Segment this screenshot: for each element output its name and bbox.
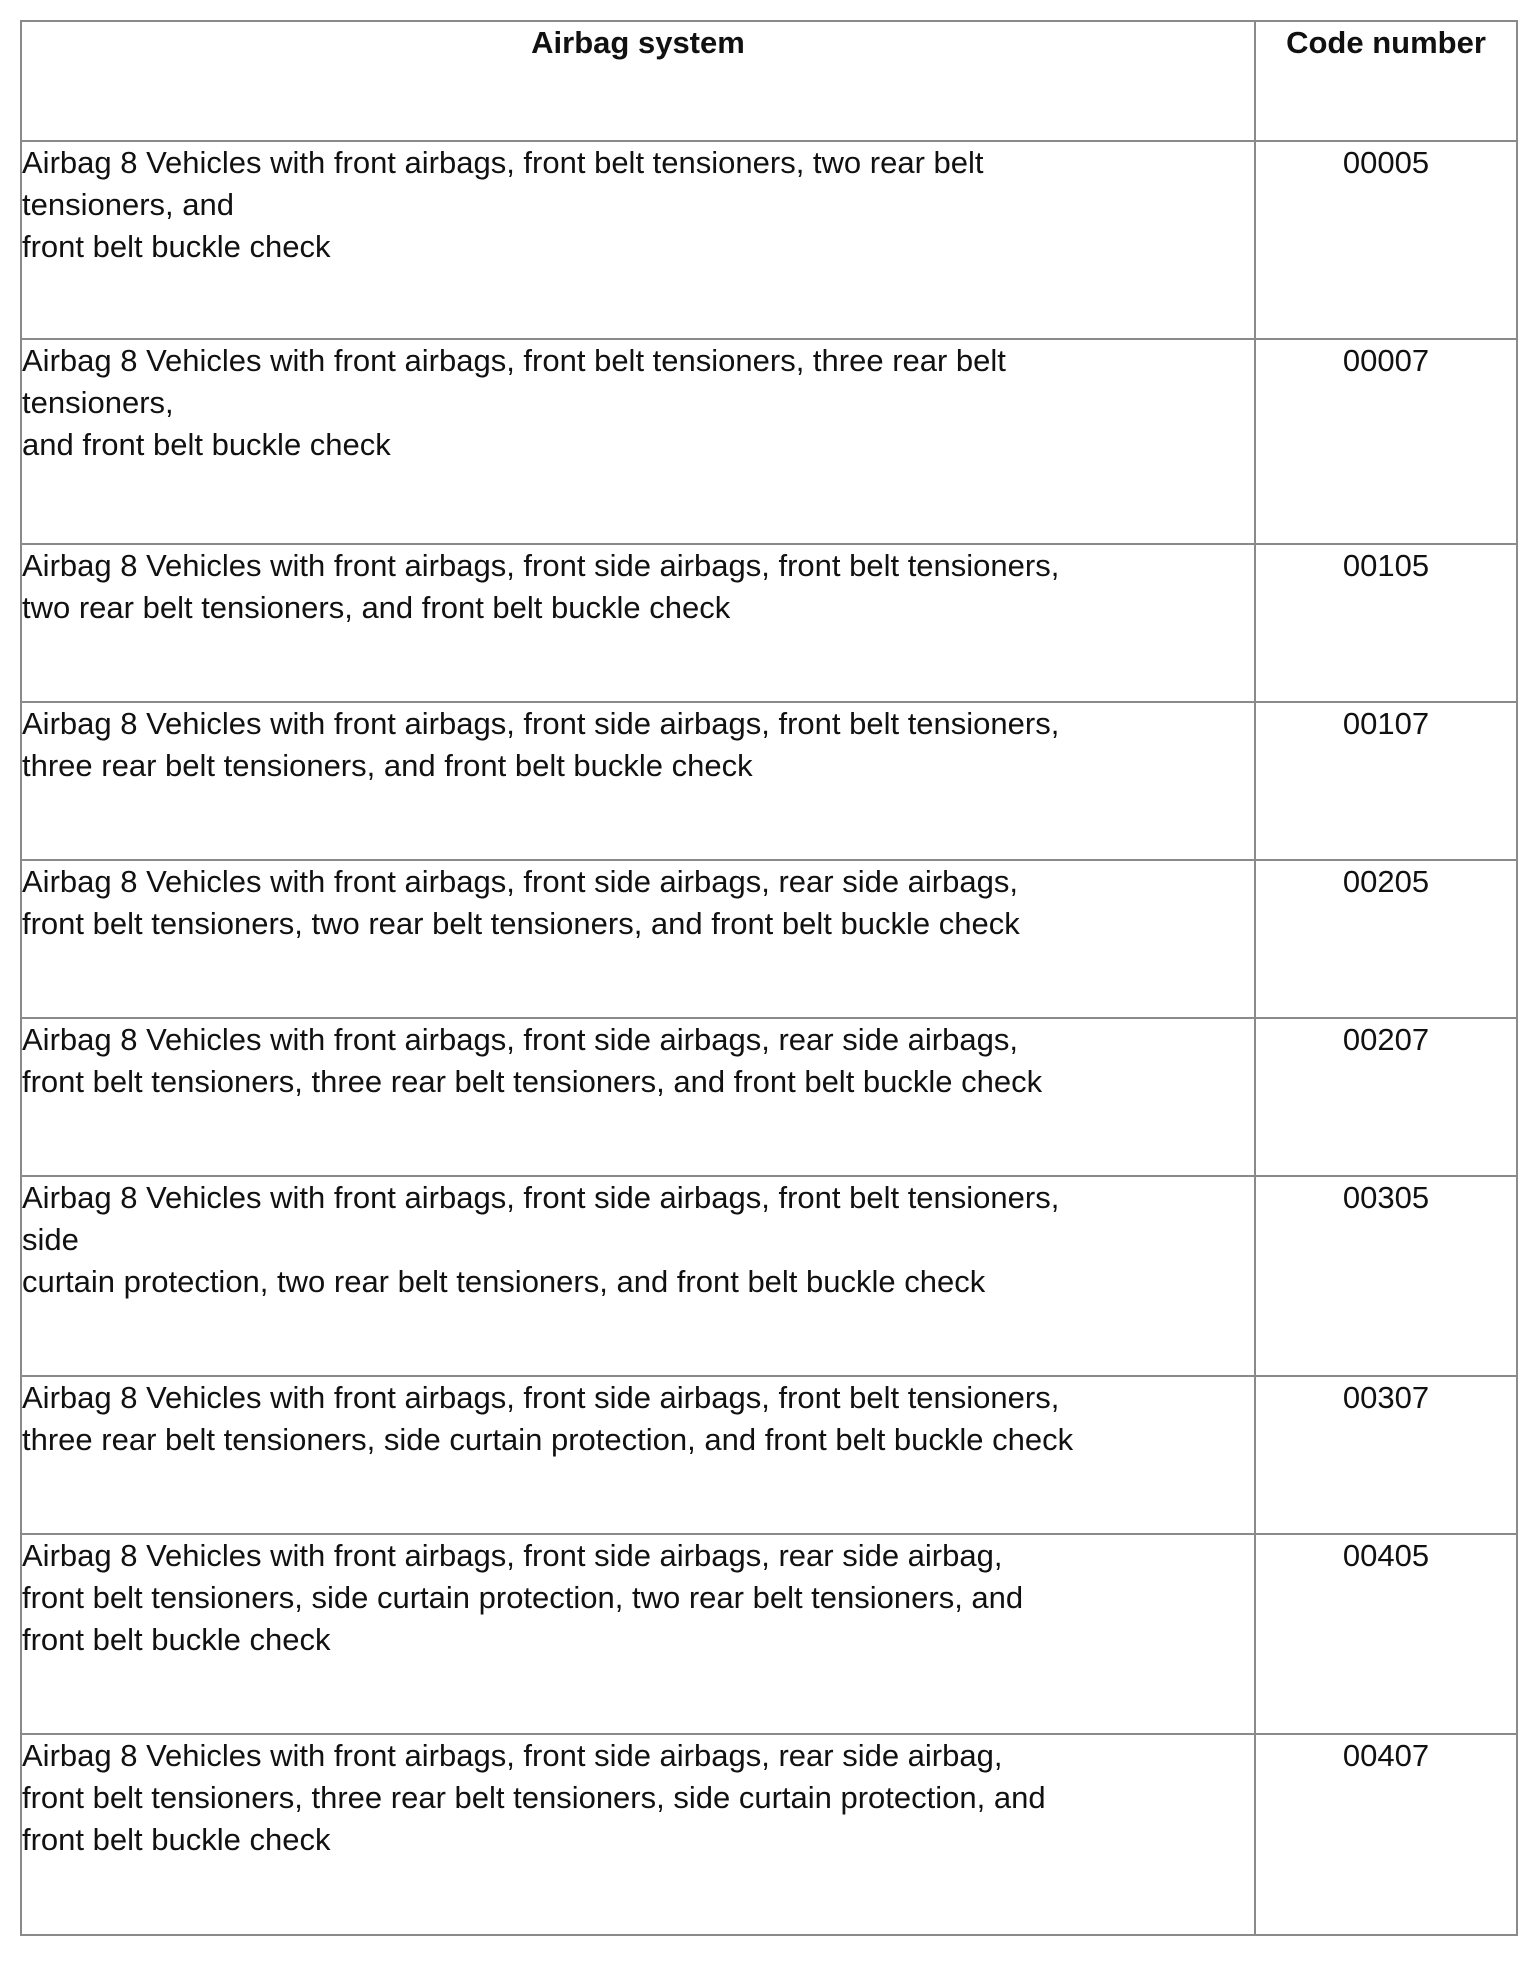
description-line: and front belt buckle check — [22, 427, 391, 462]
system-description — [21, 1018, 1255, 1176]
description-line: Airbag 8 Vehicles with front airbags, front side airbags, rear side airbags, — [22, 1022, 1018, 1057]
description-line: side — [22, 1222, 79, 1257]
system-description — [21, 544, 1255, 702]
description-line: three rear belt tensioners, side curtain protection, and front belt buckle check — [22, 1422, 1074, 1457]
code-number: 00005 — [1255, 141, 1517, 339]
table-row — [21, 1734, 1517, 1935]
description-line: Airbag 8 Vehicles with front airbags, front side airbags, rear side airbag, — [22, 1738, 1003, 1773]
description-line: curtain protection, two rear belt tensioners, and front belt buckle check — [22, 1264, 986, 1299]
code-number: 00105 — [1255, 544, 1517, 702]
description-line: front belt buckle check — [22, 1822, 331, 1857]
table-row — [21, 702, 1517, 860]
system-description — [21, 860, 1255, 1018]
code-number: 00207 — [1255, 1018, 1517, 1176]
header-airbag-system: Airbag system — [21, 21, 1255, 141]
description-line: front belt tensioners, three rear belt tensioners, side curtain protection, and — [22, 1780, 1046, 1815]
system-description — [21, 1534, 1255, 1734]
description-line: front belt tensioners, side curtain protection, two rear belt tensioners, and — [22, 1580, 1024, 1615]
system-description — [21, 1176, 1255, 1376]
code-number: 00007 — [1255, 339, 1517, 544]
table-row — [21, 860, 1517, 1018]
table-row — [21, 1376, 1517, 1534]
table-row — [21, 339, 1517, 544]
code-number: 00407 — [1255, 1734, 1517, 1935]
description-line: Airbag 8 Vehicles with front airbags, front side airbags, front belt tensioners, — [22, 1180, 1060, 1215]
system-description — [21, 1376, 1255, 1534]
system-description — [21, 141, 1255, 339]
code-number: 00305 — [1255, 1176, 1517, 1376]
description-line: Airbag 8 Vehicles with front airbags, front side airbags, rear side airbag, — [22, 1538, 1003, 1573]
code-number: 00107 — [1255, 702, 1517, 860]
airbag-code-table — [20, 20, 1518, 1936]
header-code-number: Code number — [1255, 21, 1517, 141]
table-row — [21, 1018, 1517, 1176]
table-row — [21, 544, 1517, 702]
table-header-row — [21, 21, 1517, 141]
code-number: 00307 — [1255, 1376, 1517, 1534]
table-row — [21, 1176, 1517, 1376]
description-line: two rear belt tensioners, and front belt buckle check — [22, 590, 731, 625]
description-line: front belt tensioners, three rear belt tensioners, and front belt buckle check — [22, 1064, 1043, 1099]
table-row — [21, 1534, 1517, 1734]
description-line: Airbag 8 Vehicles with front airbags, front belt tensioners, two rear belt — [22, 145, 984, 180]
system-description — [21, 1734, 1255, 1935]
system-description — [21, 702, 1255, 860]
system-description — [21, 339, 1255, 544]
table-row — [21, 141, 1517, 339]
description-line: front belt buckle check — [22, 229, 331, 264]
code-number: 00205 — [1255, 860, 1517, 1018]
description-line: tensioners, and — [22, 187, 234, 222]
description-line: three rear belt tensioners, and front belt buckle check — [22, 748, 753, 783]
description-line: Airbag 8 Vehicles with front airbags, front belt tensioners, three rear belt — [22, 343, 1006, 378]
description-line: front belt buckle check — [22, 1622, 331, 1657]
code-number: 00405 — [1255, 1534, 1517, 1734]
description-line: Airbag 8 Vehicles with front airbags, front side airbags, front belt tensioners, — [22, 1380, 1060, 1415]
description-line: front belt tensioners, two rear belt tensioners, and front belt buckle check — [22, 906, 1020, 941]
description-line: Airbag 8 Vehicles with front airbags, front side airbags, rear side airbags, — [22, 864, 1018, 899]
description-line: Airbag 8 Vehicles with front airbags, front side airbags, front belt tensioners, — [22, 548, 1060, 583]
description-line: tensioners, — [22, 385, 174, 420]
description-line: Airbag 8 Vehicles with front airbags, front side airbags, front belt tensioners, — [22, 706, 1060, 741]
